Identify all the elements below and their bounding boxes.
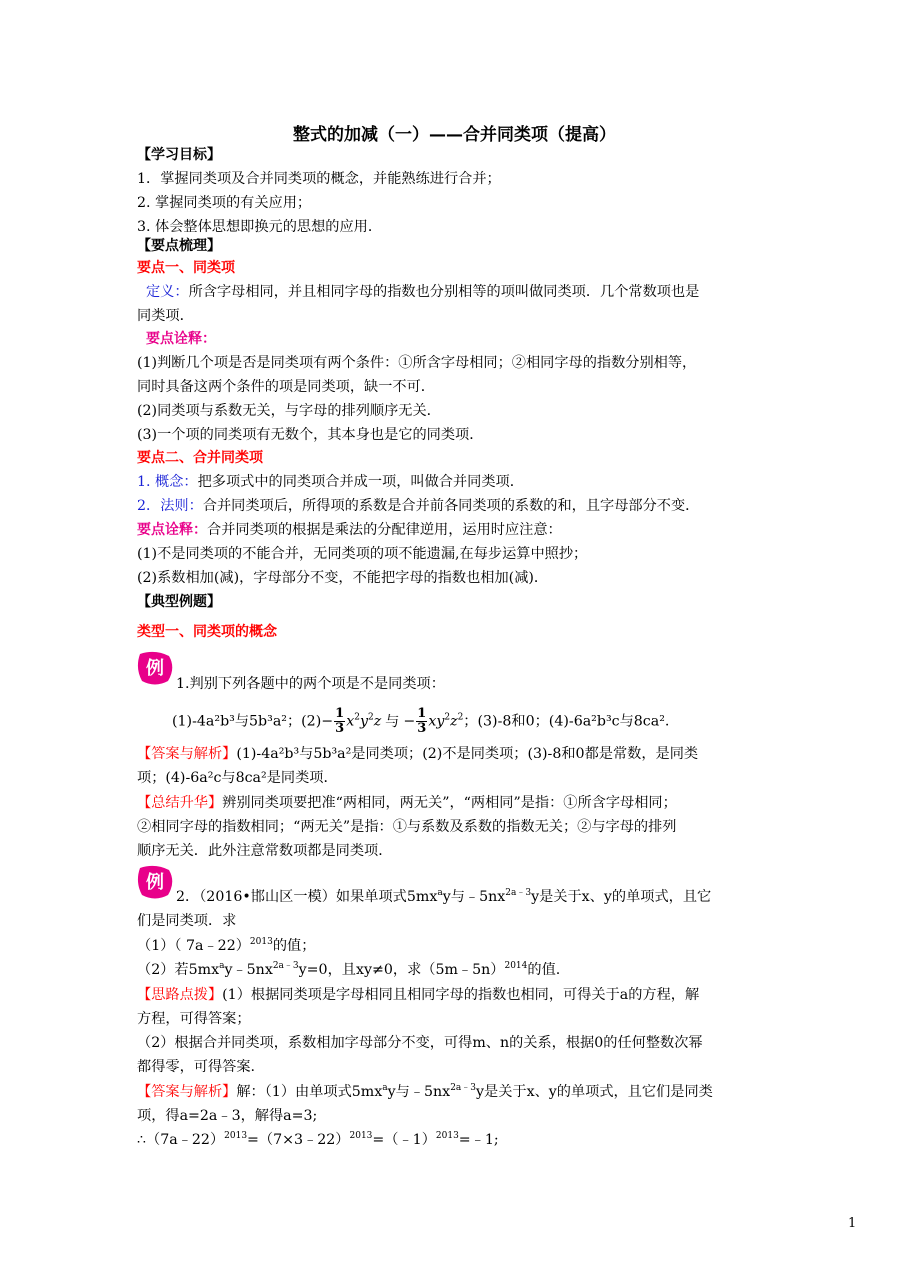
objective-item: 3. 体会整体思想即换元的思想的应用． (137, 219, 383, 235)
hint-line-cont: 都得零，可得答案. (137, 1059, 256, 1075)
concept-line (137, 472, 524, 492)
summary-text: 辨别同类项要把准“两相同，两无关”，“两相同”是指：①所含字母相同； (222, 795, 677, 811)
exponent: a (382, 1083, 388, 1093)
var-x: x (346, 713, 355, 730)
hint-line-cont: （2）根据合并同类项，系数相加字母部分不变，可得m、n的关系，根据0的任何整数次幂 (137, 1035, 703, 1051)
summary-line (137, 793, 677, 813)
exponent: 2a﹣3 (505, 888, 532, 898)
example-badge-text: 例 (146, 658, 164, 679)
fraction-denominator: 3 (417, 721, 427, 736)
answer-label: 【答案与解析】 (137, 746, 237, 762)
minus-sign: − (403, 713, 416, 730)
answer-line (137, 744, 698, 764)
answer-text: ∴（7a﹣22） (137, 1132, 225, 1148)
exponent: 2014 (504, 961, 528, 971)
conjunction: 与 (385, 713, 400, 730)
examples-header: 【典型例题】 (137, 594, 221, 610)
answer-text: y与﹣5nx (387, 1084, 451, 1100)
q2-text: 2．（2016•邯山区一模）如果单项式5mx (176, 889, 438, 905)
hint-line-cont: 方程，可得答案； (137, 1011, 251, 1027)
q2-text: y是关于x、y的单项式，且它 (531, 889, 712, 905)
example-badge (135, 648, 175, 688)
question-1: 1.判别下列各题中的两个项是不是同类项： (176, 676, 445, 692)
answer-line (137, 1082, 713, 1102)
exponent: a (437, 888, 443, 898)
definition-line-cont: 同类项． (137, 308, 194, 324)
definition-label: 定义： (146, 284, 189, 300)
answer-text: 解：（1）由单项式5mx (236, 1084, 383, 1100)
exponent: 2013 (224, 1131, 248, 1141)
answer-line-cont: 项；(4)-6a²c与8ca²是同类项． (137, 770, 338, 786)
minus-sign: − (321, 713, 334, 730)
definition-text: 所含字母相同，并且相同字母的指数也分别相等的项叫做同类项．几个常数项也是 (188, 284, 700, 300)
exponent: 2a﹣3 (450, 1083, 477, 1093)
exponent: a (219, 961, 225, 971)
exponent: 2 (354, 712, 360, 723)
section-heading: 要点一、同类项 (137, 260, 235, 276)
q2-text: y与﹣5nx (442, 889, 506, 905)
page-title: 整式的加减（一）——合并同类项（提高） (293, 125, 616, 145)
var-z: z (373, 713, 382, 730)
note-line: 同时具备这两个条件的项是同类项，缺一不可． (137, 379, 435, 395)
concept-text: 把多项式中的同类项合并成一项，叫做合并同类项． (197, 474, 524, 490)
concept-label: 1. 概念： (137, 474, 198, 490)
note-label: 要点诠释： (146, 331, 216, 347)
note-line: (1)不是同类项的不能合并，无同类项的项不能遗漏,在每步运算中照抄； (137, 546, 588, 562)
q2-text: 的值； (272, 938, 316, 954)
note-text: 合并同类项的根据是乘法的分配律逆用，运用时应注意： (207, 522, 562, 538)
answer-text: (1)-4a²b³与5b³a²是同类项；(2)不是同类项；(3)-8和0都是常数，是同类 (236, 746, 699, 762)
fraction-numerator: 1 (417, 706, 427, 721)
q2-text: （2）若5mx (137, 962, 220, 978)
answer-line-cont (137, 1130, 499, 1150)
answer-line-cont: 项，得a=2a﹣3，解得a=3; (137, 1108, 318, 1124)
q2-text: y=0，且xy≠0，求（5m﹣5n） (298, 962, 505, 978)
hint-label: 【思路点拨】 (137, 987, 223, 1003)
page-number: 1 (848, 1216, 857, 1231)
example-badge-icon (135, 862, 175, 902)
note-line: (2)同类项与系数无关，与字母的排列顺序无关． (137, 403, 441, 419)
definition-line (146, 282, 699, 302)
note-line (137, 520, 562, 540)
fraction-one-third (416, 707, 427, 736)
fraction-one-third (334, 707, 345, 736)
summary-label: 【总结升华】 (137, 795, 223, 811)
hint-text: (1）根据同类项是字母相同且相同字母的指数也相同，可得关于a的方程，解 (222, 987, 700, 1003)
var-y: y (359, 713, 368, 730)
answer-text: y是关于x、y的单项式，且它们是同类 (476, 1084, 713, 1100)
exponent: 2013 (249, 937, 273, 947)
note-line: (1)判断几个项是否是同类项有两个条件：①所含字母相同；②相同字母的指数分别相等， (137, 355, 697, 371)
section-heading: 要点二、合并同类项 (137, 450, 263, 466)
note-label: 要点诠释： (137, 522, 207, 538)
answer-text: =﹣1; (458, 1132, 499, 1148)
example-badge-icon (135, 648, 175, 688)
exponent: 2 (457, 712, 464, 723)
example-badge (135, 862, 175, 902)
question-2 (176, 887, 711, 907)
review-header: 【要点梳理】 (137, 238, 221, 254)
exponent: 2 (444, 712, 451, 723)
answer-text: =（﹣1） (372, 1132, 436, 1148)
q2-text: y﹣5nx (224, 962, 273, 978)
objectives-header: 【学习目标】 (137, 147, 221, 163)
rule-line (137, 496, 699, 516)
fraction-denominator: 3 (335, 721, 345, 736)
var-z: z (450, 713, 458, 730)
answer-text: =（7×3﹣22） (247, 1132, 350, 1148)
question-2-sub1 (137, 936, 315, 956)
exponent: 2 (367, 712, 374, 723)
q1-part-text: ；(3)-8和0；(4)-6a²b³c与8ca². (463, 713, 670, 730)
question-2-cont: 们是同类项．求 (137, 913, 237, 929)
question-2-sub2 (137, 960, 560, 980)
var-xy: xy (428, 713, 445, 730)
summary-line-cont: 顺序无关．此外注意常数项都是同类项． (137, 843, 393, 859)
note-line: (3)一个项的同类项有无数个，其本身也是它的同类项． (137, 427, 484, 443)
q2-text: 的值. (527, 962, 561, 978)
summary-line-cont: ②相同字母的指数相同；“两无关”是指：①与系数及系数的指数无关；②与字母的排列 (137, 819, 677, 835)
exponent: 2013 (435, 1131, 459, 1141)
fraction-numerator: 1 (335, 706, 345, 721)
rule-label: 2．法则： (137, 498, 203, 514)
objective-item: 1．掌握同类项及合并同类项的概念，并能熟练进行合并； (137, 171, 501, 187)
hint-line (137, 985, 699, 1005)
rule-text: 合并同类项后，所得项的系数是合并前各同类项的系数的和，且字母部分不变． (202, 498, 700, 514)
note-line: (2)系数相加(减)，字母部分不变，不能把字母的指数也相加(减)． (137, 570, 549, 586)
objective-item: 2. 掌握同类项的有关应用； (137, 195, 312, 211)
exponent: 2a﹣3 (272, 961, 299, 971)
q1-part-text: (1)-4a²b³与5b³a²；(2) (172, 713, 322, 730)
q2-text: （1）（ 7a﹣22） (137, 938, 250, 954)
exponent: 2013 (349, 1131, 373, 1141)
type-heading: 类型一、同类项的概念 (137, 624, 277, 640)
example-badge-text: 例 (146, 872, 164, 893)
question-1-parts (172, 707, 669, 736)
answer-label: 【答案与解析】 (137, 1084, 237, 1100)
